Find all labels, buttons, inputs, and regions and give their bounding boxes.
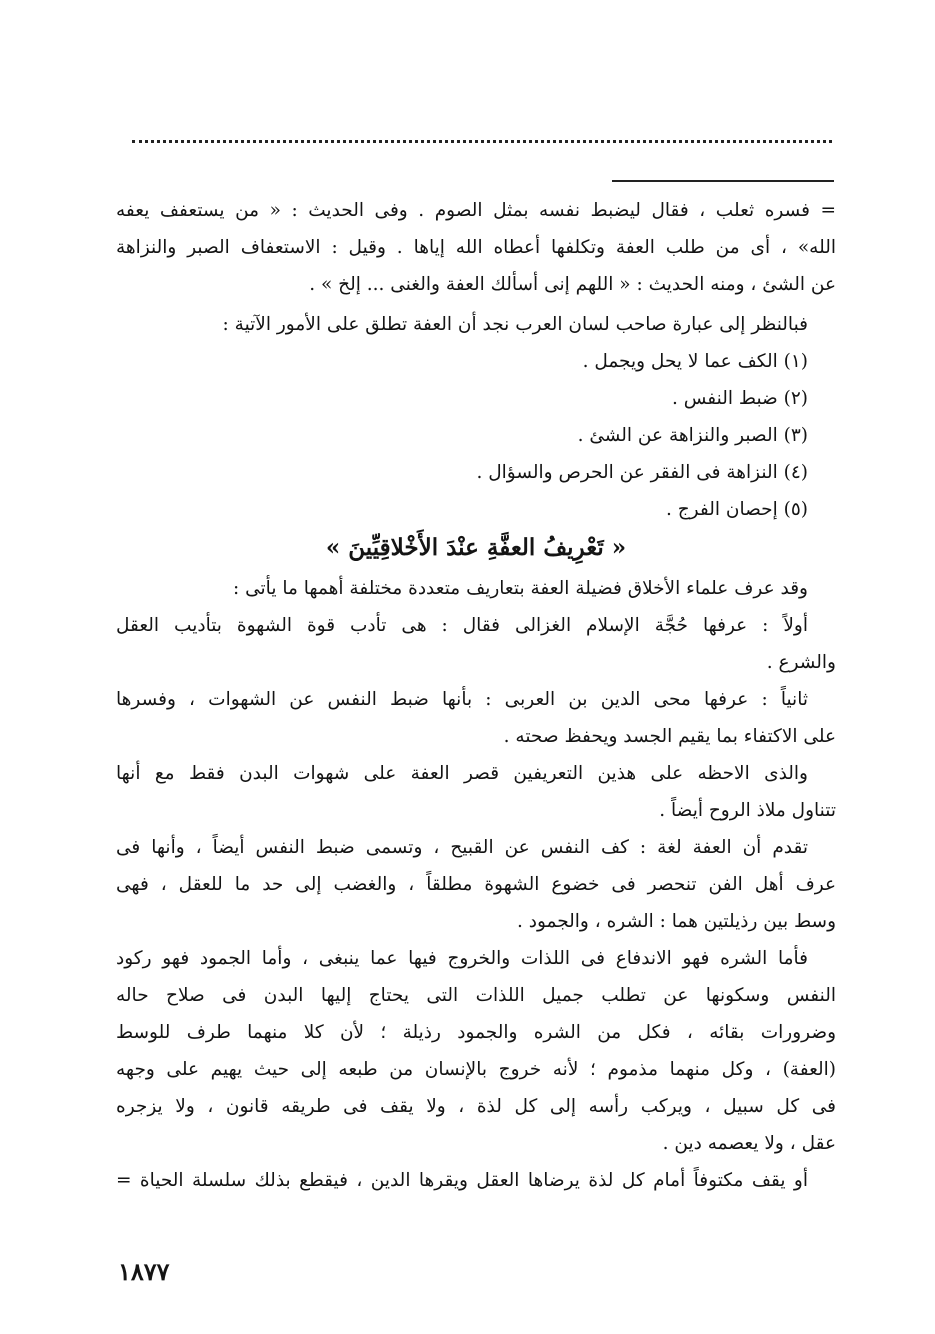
list-item: (١) الكف عما لا يحل ويجمل . [582,351,808,372]
footnote-block [116,192,836,303]
list-item: (٥) إحصان الفرج . [665,499,808,520]
body-line: (العفة) ، وكل منهما مذموم ؛ لأنه خروج بالإنسان من طبعه إلى حيث يهيم على وجهه [116,1059,836,1080]
body-line: فأما الشره فهو الاندفاع فى اللذات والخروج فيها عما ينبغى ، وأما الجمود فهو ركود [116,948,808,969]
body-line: والذى الاحظه على هذين التعريفين قصر العفة على شهوات البدن فقط مع أنها [116,763,808,784]
page-number: ١٨٧٧ [118,1257,170,1286]
body-line: وضرورات بقائه ، فكل من الشره والجمود رذيلة ؛ لأن كلا منهما طرف للوسط [116,1022,836,1043]
body-text [116,570,836,1199]
dotted-separator [132,118,832,143]
list-item: (٣) الصبر والنزاهة عن الشئ . [577,425,808,446]
body-line: وسط بين رذيلتين هما : الشره ، والجمود . [516,911,836,932]
footnote-line: = فسره ثعلب ، فقال ليضبط نفسه بمثل الصوم . وفى الحديث : « من يستعفف يعفه [116,200,836,221]
body-line: تقدم أن العفة لغة : كف النفس عن القبيح ، وتسمى ضبط النفس أيضاً ، وأنها فى [116,837,808,858]
body-line: عقل ، ولا يعصمه دين . [662,1133,836,1154]
body-line: ثانياً : عرفها محى الدين بن العربى : بأنها ضبط النفس عن الشهوات ، وفسرها [116,689,808,710]
intro-paragraph [116,306,836,343]
intro-line: فبالنظر إلى عبارة صاحب لسان العرب نجد أن العفة تطلق على الأمور الآتية : [222,314,808,335]
footnote-line: الله» ، أى من طلب العفة وتكلفها أعطاه الله إياها . وقيل : الاستعفاف الصبر والنزاهة [116,237,836,258]
list-item: (٤) النزاهة فى الفقر عن الحرص والسؤال . [476,462,808,483]
body-line: أو يقف مكتوفاً أمام كل لذة يرضاها العقل ويقرها الدين ، فيقطع بذلك سلسلة الحياة = [116,1170,808,1191]
body-line: وقد عرف علماء الأخلاق فضيلة العفة بتعاريف متعددة مختلفة أهمها ما يأتى : [233,578,808,599]
body-line: النفس وسكونها عن تطلب جميل اللذات التى يحتاج إليها البدن فى صلاح حاله [116,985,836,1006]
body-line: تتناول ملاذ الروح أيضاً . [659,800,836,821]
section-heading: « تَعْرِيفُ العفَّةِ عنْدَ الأَخْلاقِيِّينَ » [325,534,627,561]
footnote-line: عن الشئ ، ومنه الحديث : « اللهم إنى أسألك العفة والغنى ... إلخ » . [309,274,836,295]
list-item: (٢) ضبط النفس . [671,388,808,409]
meanings-list [116,343,836,528]
body-line: عرف أهل الفن تنحصر فى خضوع الشهوة مطلقاً ، والغضب إلى حد ما للعقل ، فهى [116,874,836,895]
footnote-rule [612,180,834,182]
body-line: والشرع . [766,652,836,673]
body-line: على الاكتفاء بما يقيم الجسد ويحفظ صحته . [503,726,836,747]
body-line: فى كل سبيل ، ويركب رأسه إلى كل لذة ، ولا يقف فى طريقه قانون ، ولا يزجره [116,1096,836,1117]
body-line: أولاً : عرفها حُجَّة الإسلام الغزالى فقال : هى تأدب قوة الشهوة بتأديب العقل [116,615,808,636]
